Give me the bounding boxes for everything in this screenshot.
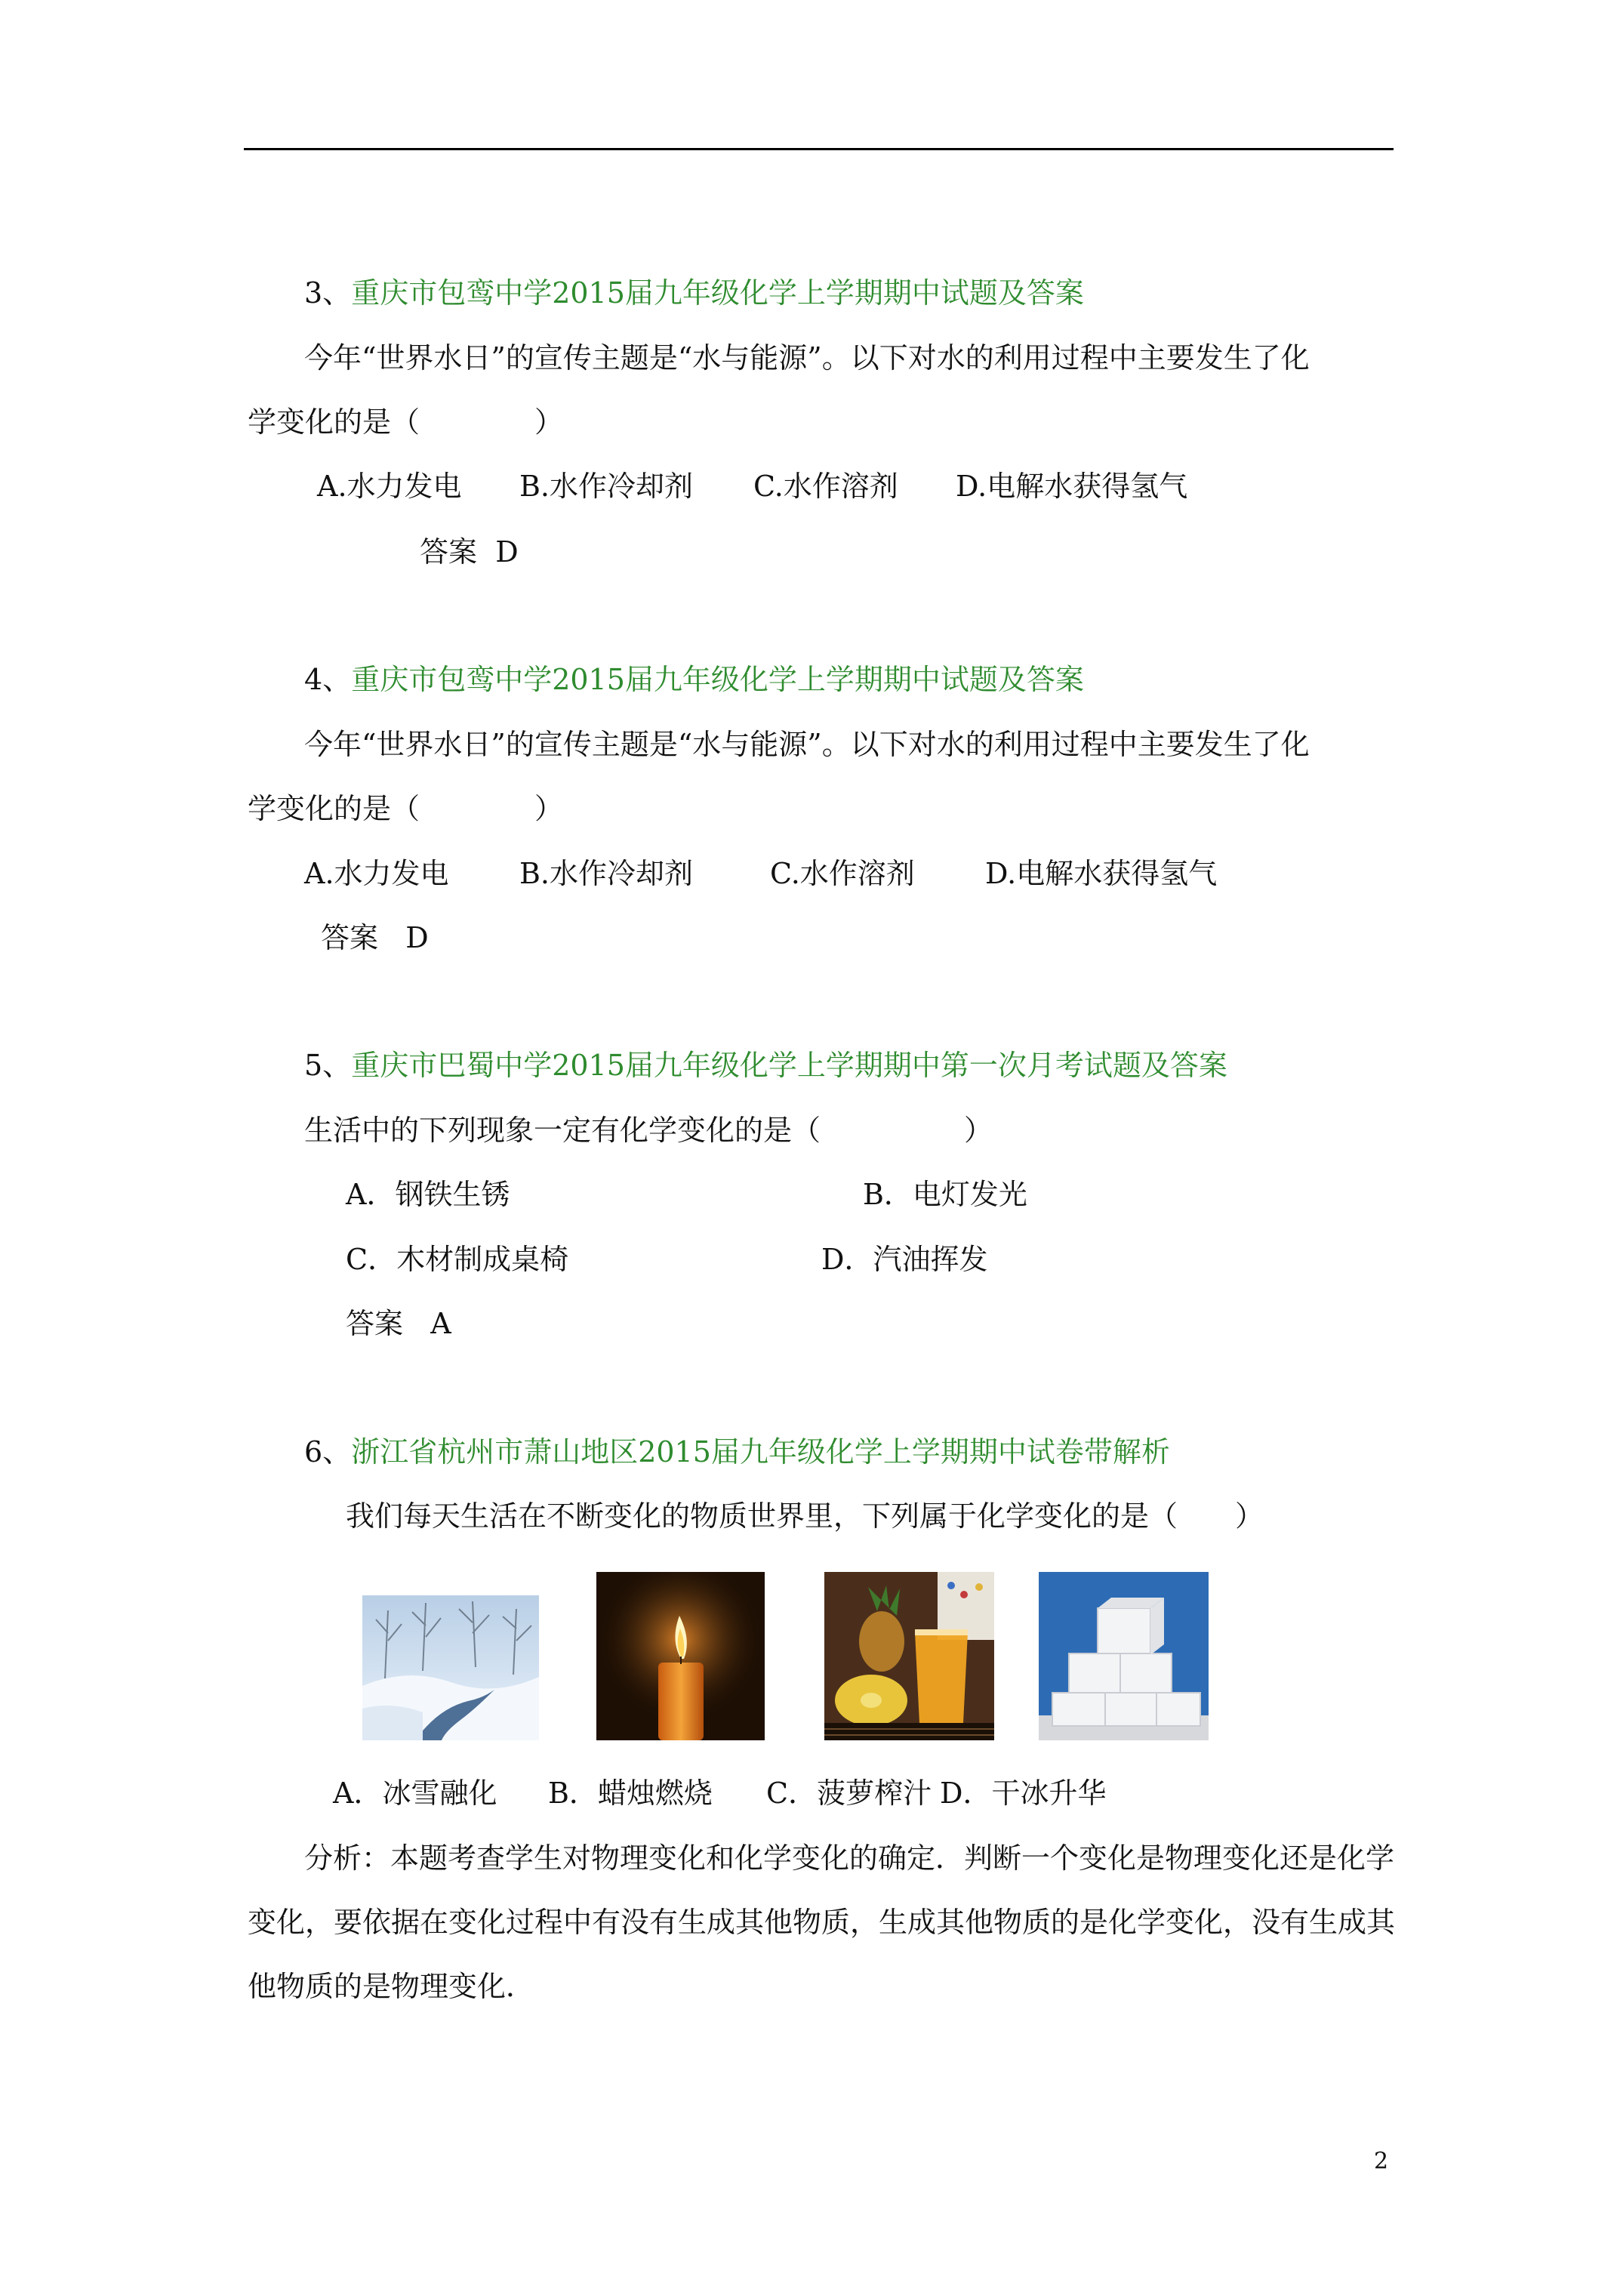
answer-label: 答案 xyxy=(346,1307,404,1340)
question-6-stem: 我们每天生活在不断变化的物质世界里，下列属于化学变化的是（ ） xyxy=(346,1499,1264,1533)
question-number: 4、 xyxy=(304,663,352,696)
question-number: 5、 xyxy=(304,1049,352,1082)
question-source: 重庆市包鸾中学2015届九年级化学上学期期中试题及答案 xyxy=(351,276,1084,310)
question-4-option-b: B.水作冷却剂 xyxy=(519,857,694,890)
question-6-option-d: D．干冰升华 xyxy=(940,1777,1107,1810)
question-4-heading xyxy=(304,661,1084,698)
analysis-line-3: 他物质的是物理变化． xyxy=(248,1970,535,2003)
page-number: 2 xyxy=(1374,2148,1389,2174)
dry-ice-image xyxy=(1039,1572,1209,1740)
question-6-option-a: A．冰雪融化 xyxy=(333,1777,497,1810)
question-source: 浙江省杭州市萧山地区2015届九年级化学上学期期中试卷带解析 xyxy=(351,1435,1170,1469)
answer-value: D xyxy=(405,921,429,954)
question-6-heading xyxy=(304,1434,1170,1470)
answer-value: A xyxy=(430,1307,451,1340)
question-4-option-c: C.水作溶剂 xyxy=(770,857,915,890)
analysis-line-2: 变化，要依据在变化过程中有没有生成其他物质，生成其他物质的是化学变化，没有生成其 xyxy=(248,1906,1396,1939)
question-5-option-c: C．木材制成桌椅 xyxy=(346,1243,569,1276)
question-3-heading xyxy=(304,275,1084,311)
question-5-option-a: A．钢铁生锈 xyxy=(346,1178,510,1211)
answer-value: D xyxy=(495,535,519,569)
question-3-stem-line2: 学变化的是（ ） xyxy=(248,405,564,439)
pineapple-juice-image xyxy=(824,1572,994,1740)
question-5-option-d: D．汽油挥发 xyxy=(821,1243,988,1276)
analysis-line-1: 分析：本题考查学生对物理变化和化学变化的确定．判断一个变化是物理变化还是化学 xyxy=(304,1841,1395,1875)
question-6-option-c: C．菠萝榨汁 xyxy=(766,1777,932,1810)
question-source: 重庆市包鸾中学2015届九年级化学上学期期中试题及答案 xyxy=(351,663,1084,696)
question-3-option-d: D.电解水获得氢气 xyxy=(956,470,1188,503)
question-4-option-a: A.水力发电 xyxy=(304,857,449,890)
question-5-stem: 生活中的下列现象一定有化学变化的是（ ） xyxy=(304,1114,993,1147)
question-6-option-b: B．蜡烛燃烧 xyxy=(548,1777,713,1810)
question-5-answer xyxy=(346,1305,451,1342)
question-number: 3、 xyxy=(304,276,352,310)
question-number: 6、 xyxy=(304,1435,352,1469)
question-5-heading xyxy=(304,1047,1227,1083)
snow-landscape-image xyxy=(362,1595,539,1740)
question-4-answer xyxy=(321,920,429,956)
question-4-stem-line1: 今年“世界水日”的宣传主题是“水与能源”。以下对水的利用过程中主要发生了化 xyxy=(304,728,1310,761)
question-3-stem-line1: 今年“世界水日”的宣传主题是“水与能源”。以下对水的利用过程中主要发生了化 xyxy=(304,341,1310,374)
candle-image xyxy=(596,1572,765,1740)
question-4-stem-line2: 学变化的是（ ） xyxy=(248,792,564,825)
question-source: 重庆市巴蜀中学2015届九年级化学上学期期中第一次月考试题及答案 xyxy=(351,1049,1227,1082)
question-3-answer xyxy=(420,534,519,570)
question-3-option-c: C.水作溶剂 xyxy=(753,470,898,503)
question-3-option-b: B.水作冷却剂 xyxy=(519,470,694,503)
question-4-option-d: D.电解水获得氢气 xyxy=(985,857,1218,890)
header-rule xyxy=(244,148,1394,150)
answer-label: 答案 xyxy=(321,921,379,954)
question-5-option-b: B．电灯发光 xyxy=(863,1178,1027,1211)
question-3-option-a: A.水力发电 xyxy=(317,470,462,503)
answer-label: 答案 xyxy=(420,535,478,569)
